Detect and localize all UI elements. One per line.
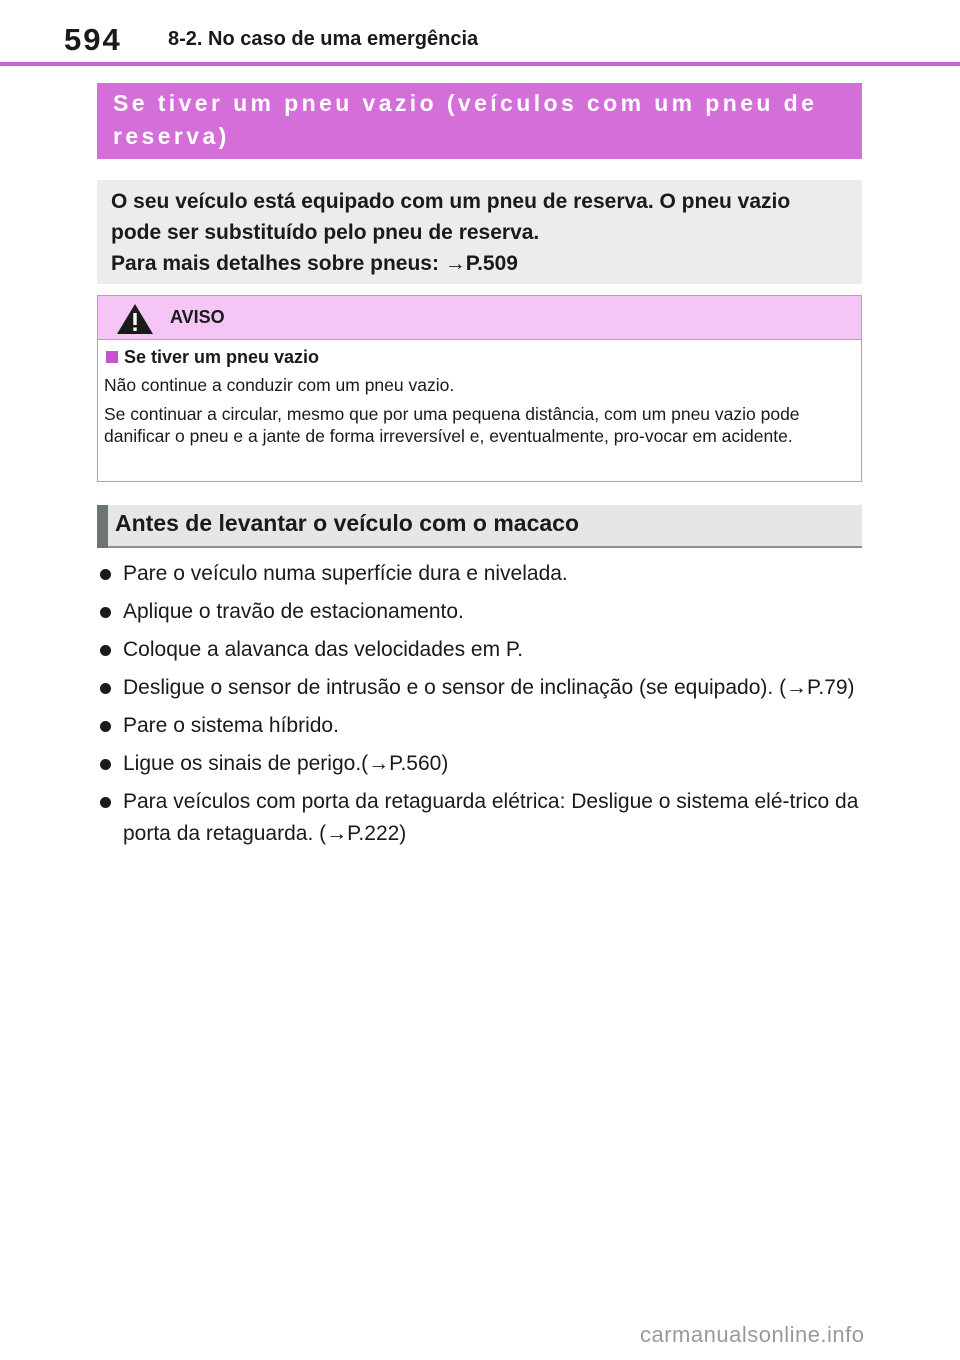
page-number: 594 (64, 22, 122, 57)
bullet-dot-icon (100, 759, 111, 770)
list-item (97, 710, 862, 742)
subsection-accent (97, 505, 108, 548)
list-item (97, 634, 862, 666)
page-header (0, 0, 960, 66)
intro-box (97, 180, 862, 284)
watermark: carmanualsonline.info (640, 1322, 865, 1347)
topic-title: Se tiver um pneu vazio (veículos com um pneu de reserva) (113, 90, 818, 149)
list-item-text: Aplique o travão de estacionamento. (123, 600, 464, 623)
list-item-text: Pare o veículo numa superfície dura e nivelada. (123, 562, 568, 585)
warning-triangle-icon (116, 303, 154, 335)
step-list (97, 558, 862, 856)
list-item (97, 672, 862, 704)
intro-line: pode ser substituído pelo pneu de reserva. (111, 221, 540, 244)
list-item (97, 596, 862, 628)
list-item-text: Pare o sistema híbrido. (123, 714, 339, 737)
list-item-text: Coloque a alavanca das velocidades em P. (123, 638, 524, 661)
list-item (97, 748, 862, 780)
subsection-title: Antes de levantar o veículo com o macaco (115, 510, 579, 536)
list-item (97, 558, 862, 590)
warning-subheading (104, 345, 855, 369)
list-item-text: Ligue os sinais de perigo.(→P.560) (123, 752, 449, 775)
intro-line: O seu veículo está equipado com um pneu de reserva. O pneu vazio (111, 190, 791, 213)
list-item-text: Para veículos com porta da retaguarda elétrica: Desligue o sistema elé-trico da porta da retaguarda. (→P.222) (123, 790, 859, 845)
warning-box (97, 295, 862, 482)
section-title: 8-2. No caso de uma emergência (168, 28, 479, 50)
subsection-heading (97, 505, 862, 548)
warning-subheading-text: Se tiver um pneu vazio (124, 347, 320, 367)
list-item-text: Desligue o sensor de intrusão e o sensor de inclinação (se equipado). (→P.79) (123, 676, 855, 699)
bullet-dot-icon (100, 721, 111, 732)
bullet-dot-icon (100, 569, 111, 580)
header-divider (0, 62, 960, 66)
topic-banner (97, 83, 862, 159)
warning-body (98, 340, 861, 447)
list-item (97, 786, 862, 850)
warning-label: AVISO (170, 307, 225, 327)
square-bullet-icon (106, 351, 118, 363)
warning-header (98, 296, 861, 340)
bullet-dot-icon (100, 683, 111, 694)
bullet-dot-icon (100, 645, 111, 656)
bullet-dot-icon (100, 797, 111, 808)
bullet-dot-icon (100, 607, 111, 618)
warning-paragraph: Se continuar a circular, mesmo que por uma pequena distância, com um pneu vazio pode danificar o pneu e a jante de forma irreversível e, eventualmente, pro-vocar em acidente. (104, 404, 800, 446)
warning-paragraph: Não continue a conduzir com um pneu vazio. (104, 375, 455, 395)
intro-reference[interactable]: Para mais detalhes sobre pneus: →P.509 (111, 252, 518, 275)
